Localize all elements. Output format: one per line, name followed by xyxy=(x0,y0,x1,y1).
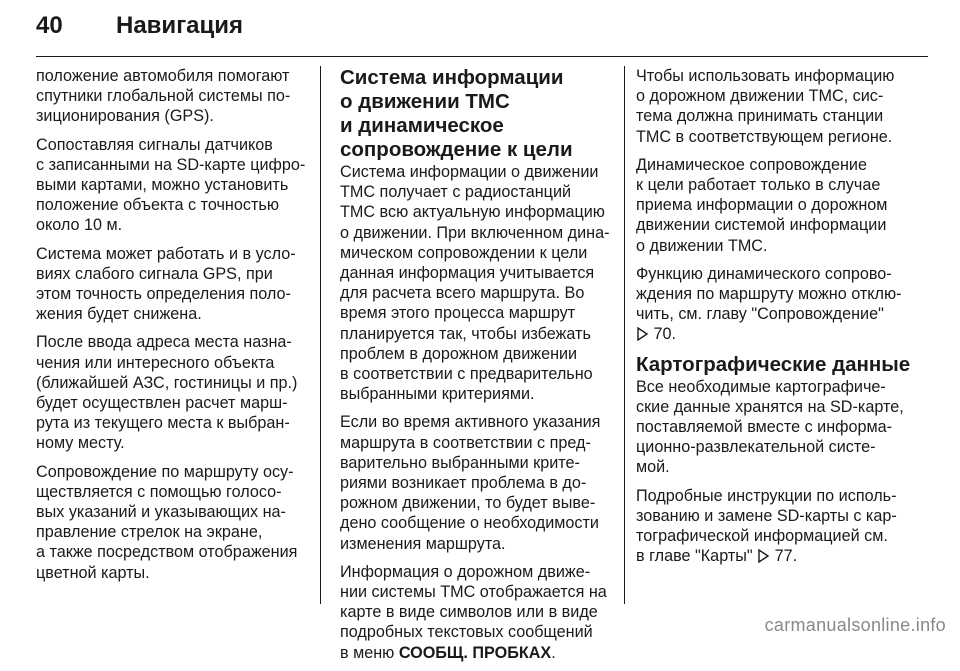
page-reference[interactable]: 77. xyxy=(774,547,798,566)
page-ref-arrow-icon xyxy=(757,548,770,562)
menu-suffix: . xyxy=(551,643,556,662)
page-ref-arrow-icon xyxy=(636,326,649,340)
section-heading-tmc: Система информации о движении TMC и динамическое сопровождение к цели xyxy=(340,66,573,161)
left-column xyxy=(36,66,310,591)
paragraph-lines: Подробные инструкции по исполь- зованию и замене SD-карты с кар- тографической информацией см. xyxy=(636,486,897,546)
section-heading-map-data: Картографические данные xyxy=(636,352,911,376)
header-rule xyxy=(36,56,928,57)
page-reference[interactable]: 70. xyxy=(653,325,677,344)
middle-column xyxy=(340,66,610,671)
page-number: 40 xyxy=(36,12,63,39)
paragraph: Динамическое сопровождение к цели работает только в случае приема информации о дорожном движении системой информации о движении TMC. xyxy=(636,155,888,255)
paragraph: Система информации о движении TMC получает с радиостанций TMC всю актуальную информацию о движении. При включенном дина- мическом сопровождении к цели данная информация учитывается для расчета всего маршрута. Во время этого процесса маршрут планируется так, чтобы избежать проблем в дорожном движении в соответствии с предварительно выбранными критериями. xyxy=(340,163,610,404)
ref-prefix: в главе "Карты" xyxy=(636,547,758,566)
paragraph: Если во время активного указания маршрута в соответствии с пред- варительно выбранными крите- риями возникает проблема в до- рожном движении, то будет выве- дено сообщение о необходимости изменения маршрута. xyxy=(340,413,601,553)
paragraph: Чтобы использовать информацию о дорожном движении TMC, сис- тема должна принимать станции TMC в соответствующем регионе. xyxy=(636,67,895,146)
right-column xyxy=(636,66,928,574)
page-title: Навигация xyxy=(116,12,244,39)
watermark: carmanualsonline.info xyxy=(764,615,946,635)
paragraph: Сопровождение по маршруту осу- ществляется с помощью голосо- вых указаний и указывающих на- правление стрелок на экране, а также посредством отображения цветной карты. xyxy=(36,462,298,582)
paragraph-lines: Информация о дорожном движе- нии системы TMC отображается на карте в виде символов или в виде подробных текстовых сообщений xyxy=(340,562,607,642)
paragraph: Сопоставляя сигналы датчиков с записанными на SD-карте цифро- выми картами, можно установить положение объекта с точностью около 10 м. xyxy=(36,135,306,235)
column-divider xyxy=(320,66,321,604)
menu-name: СООБЩ. ПРОБКАХ xyxy=(398,643,552,662)
paragraph: Система может работать и в усло- виях слабого сигнала GPS, при этом точность определения поло- жения будет снижена. xyxy=(36,244,296,324)
paragraph xyxy=(636,486,928,567)
paragraph: После ввода адреса места назна- чения или интересного объекта (ближайшей АЗС, гостиницы и пр.) будет осуществлен расчет марш- рута из текущего места к выбран- ному месту. xyxy=(36,333,298,453)
paragraph: Все необходимые картографиче- ские данные хранятся на SD-карте, поставляемой вместе с информа- ционно-развлекательной систе- мой. xyxy=(636,377,904,477)
paragraph: положение автомобиля помогают спутники глобальной системы по- зиционирования (GPS). xyxy=(36,67,291,126)
menu-prefix: в меню xyxy=(340,643,399,662)
paragraph xyxy=(636,264,928,345)
paragraph xyxy=(340,562,610,663)
column-divider xyxy=(624,66,625,604)
paragraph-lines: Функцию динамического сопрово- ждения по маршруту можно отклю- чить, см. главу "Сопровождение" xyxy=(636,264,902,324)
